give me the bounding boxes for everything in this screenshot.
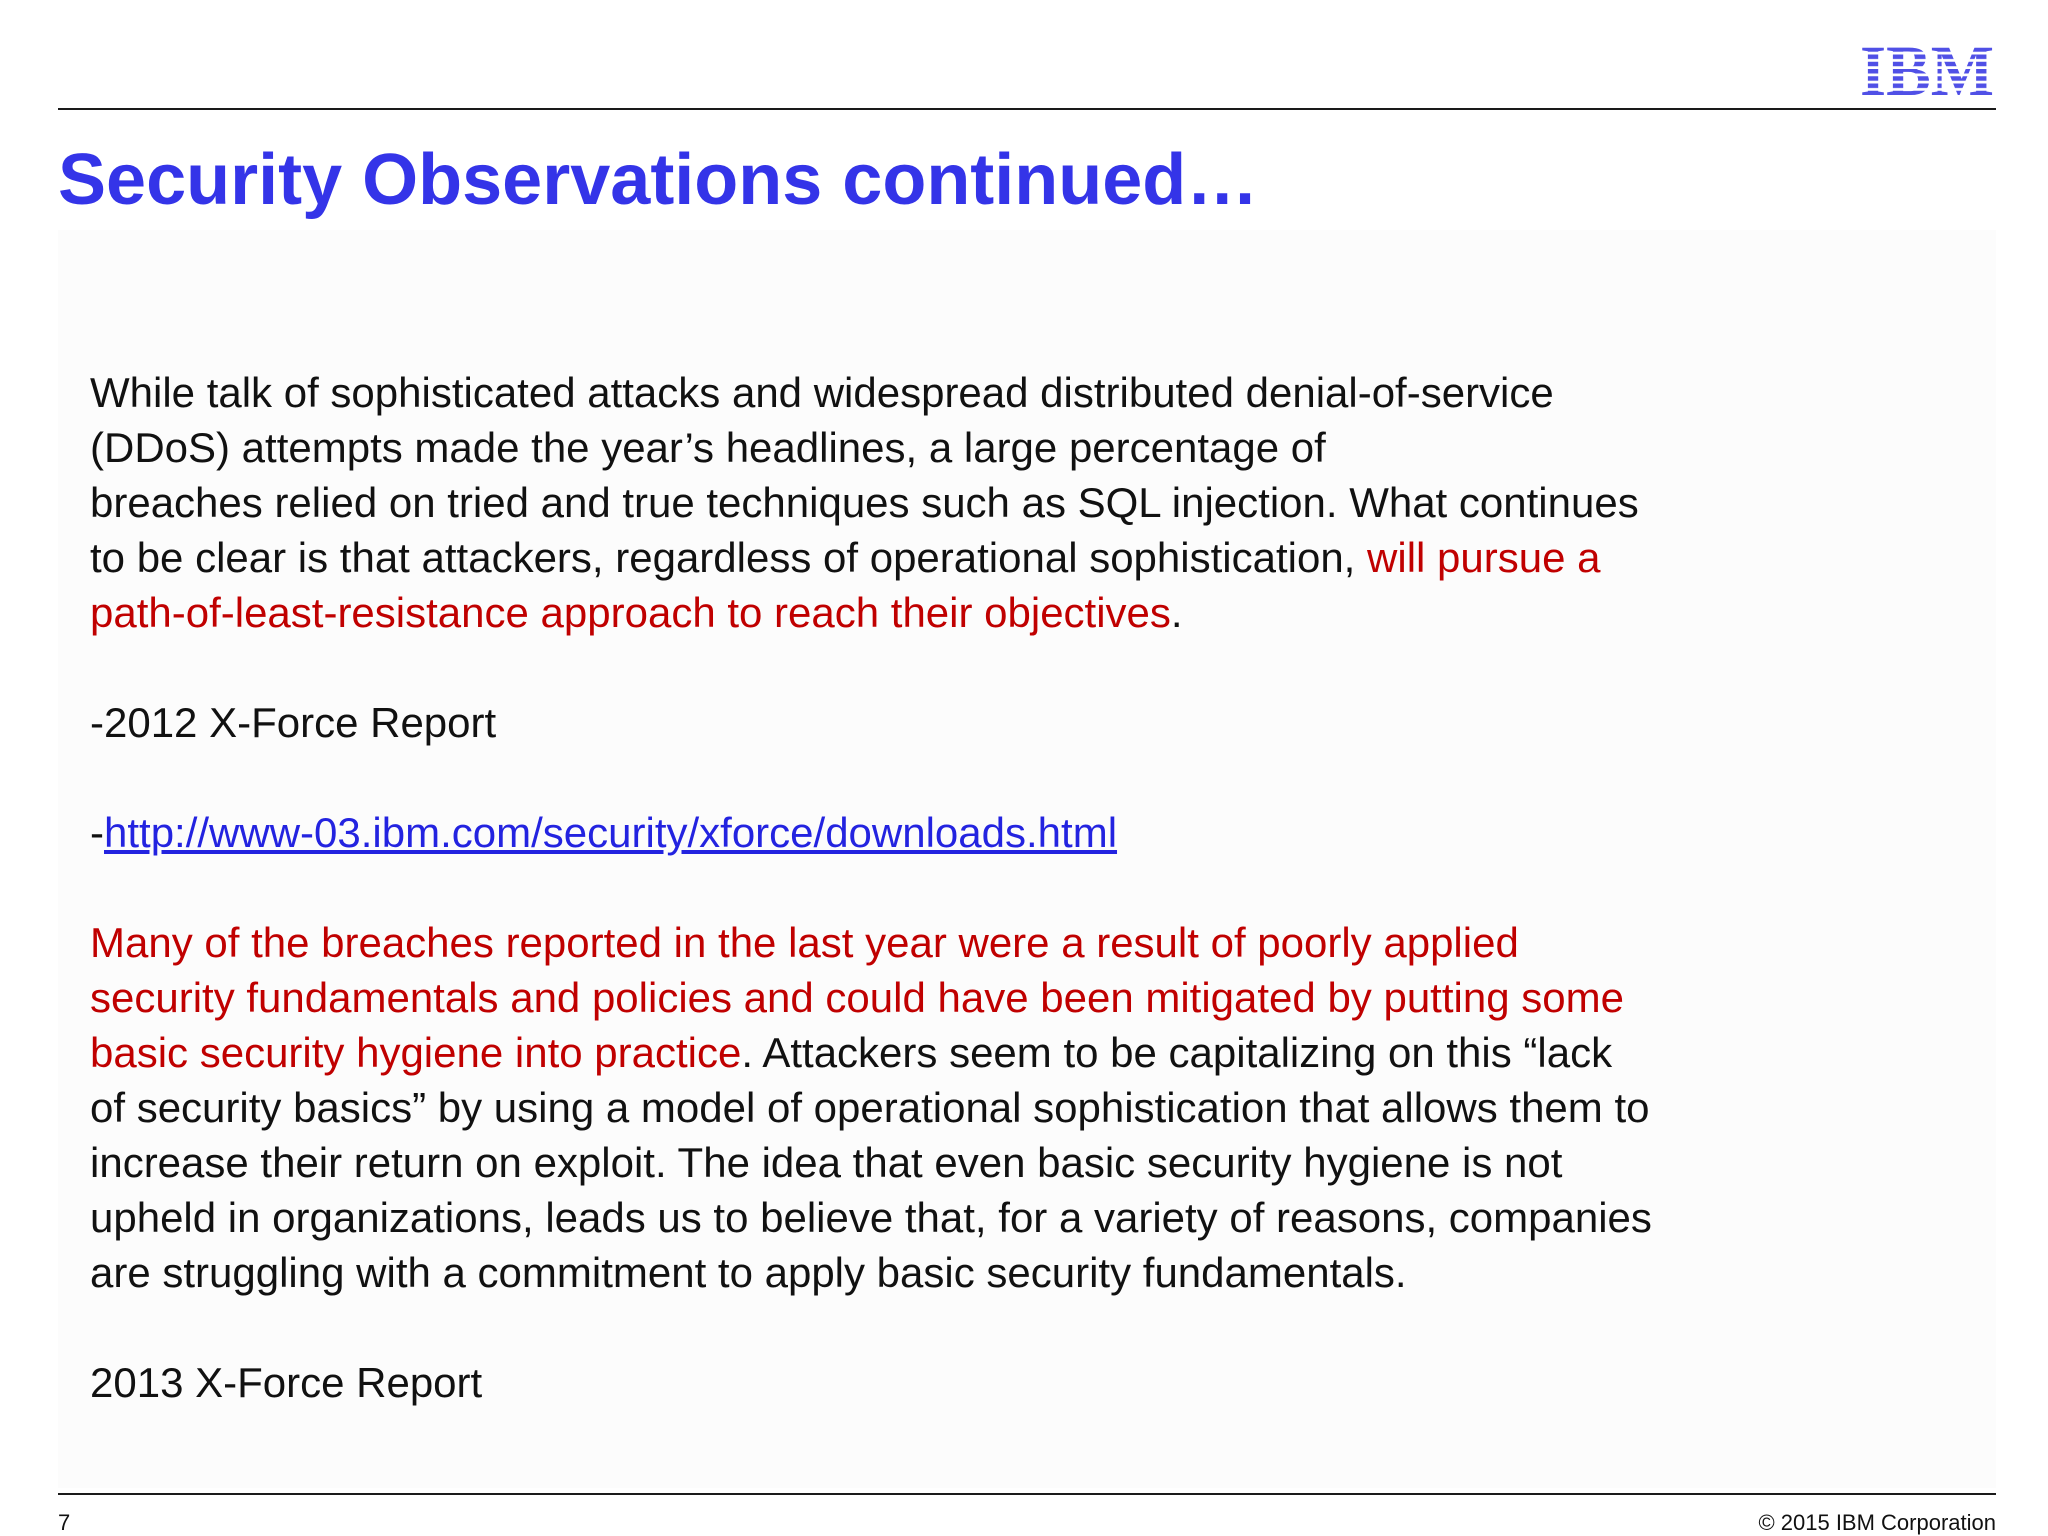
quote-line	[90, 585, 1970, 640]
xforce-downloads-link[interactable]: http://www-03.ibm.com/security/xforce/downloads.html	[104, 809, 1118, 856]
quote-line	[90, 1025, 1970, 1080]
header-rule	[58, 108, 1996, 110]
quote-emphasis: will pursue a	[1367, 534, 1601, 581]
quote-line: While talk of sophisticated attacks and widespread distributed denial-of-service	[90, 369, 1554, 416]
slide-body	[90, 365, 1970, 1410]
quote-text: to be clear is that attackers, regardless of operational sophistication,	[90, 534, 1368, 581]
quote-line: breaches relied on tried and true techniques such as SQL injection. What continues	[90, 479, 1639, 526]
link-prefix: -	[90, 809, 104, 856]
quote-line: Many of the breaches reported in the last year were a result of poorly applied	[90, 919, 1519, 966]
source-2013: 2013 X-Force Report	[90, 1359, 483, 1406]
spacer	[90, 860, 1970, 915]
ibm-logo	[1858, 40, 1996, 98]
spacer	[90, 750, 1970, 805]
quote-line: security fundamentals and policies and could have been mitigated by putting some	[90, 974, 1624, 1021]
quote-line: increase their return on exploit. The idea that even basic security hygiene is not	[90, 1139, 1563, 1186]
quote-line: are struggling with a commitment to apply basic security fundamentals.	[90, 1249, 1407, 1296]
footer-rule	[58, 1493, 1996, 1495]
quote-line: of security basics” by using a model of operational sophistication that allows them to	[90, 1084, 1650, 1131]
quote-emphasis: path-of-least-resistance approach to reach their objectives	[90, 589, 1171, 636]
spacer	[90, 640, 1970, 695]
quote-text: . Attackers seem to be capitalizing on this “lack	[741, 1029, 1613, 1076]
quote-line: (DDoS) attempts made the year’s headlines, a large percentage of	[90, 424, 1326, 471]
page-number: 7	[58, 1510, 71, 1535]
quote-line	[90, 530, 1970, 585]
copyright: © 2015 IBM Corporation	[1758, 1510, 1996, 1535]
quote-line: upheld in organizations, leads us to believe that, for a variety of reasons, companies	[90, 1194, 1652, 1241]
ibm-logo-text: IBM	[1860, 40, 1994, 98]
quote-text: .	[1170, 589, 1183, 636]
quote-emphasis: basic security hygiene into practice	[90, 1029, 742, 1076]
spacer	[90, 1300, 1970, 1355]
slide-title: Security Observations continued…	[58, 140, 1259, 220]
link-line	[90, 805, 1970, 860]
source-2012: -2012 X-Force Report	[90, 699, 497, 746]
